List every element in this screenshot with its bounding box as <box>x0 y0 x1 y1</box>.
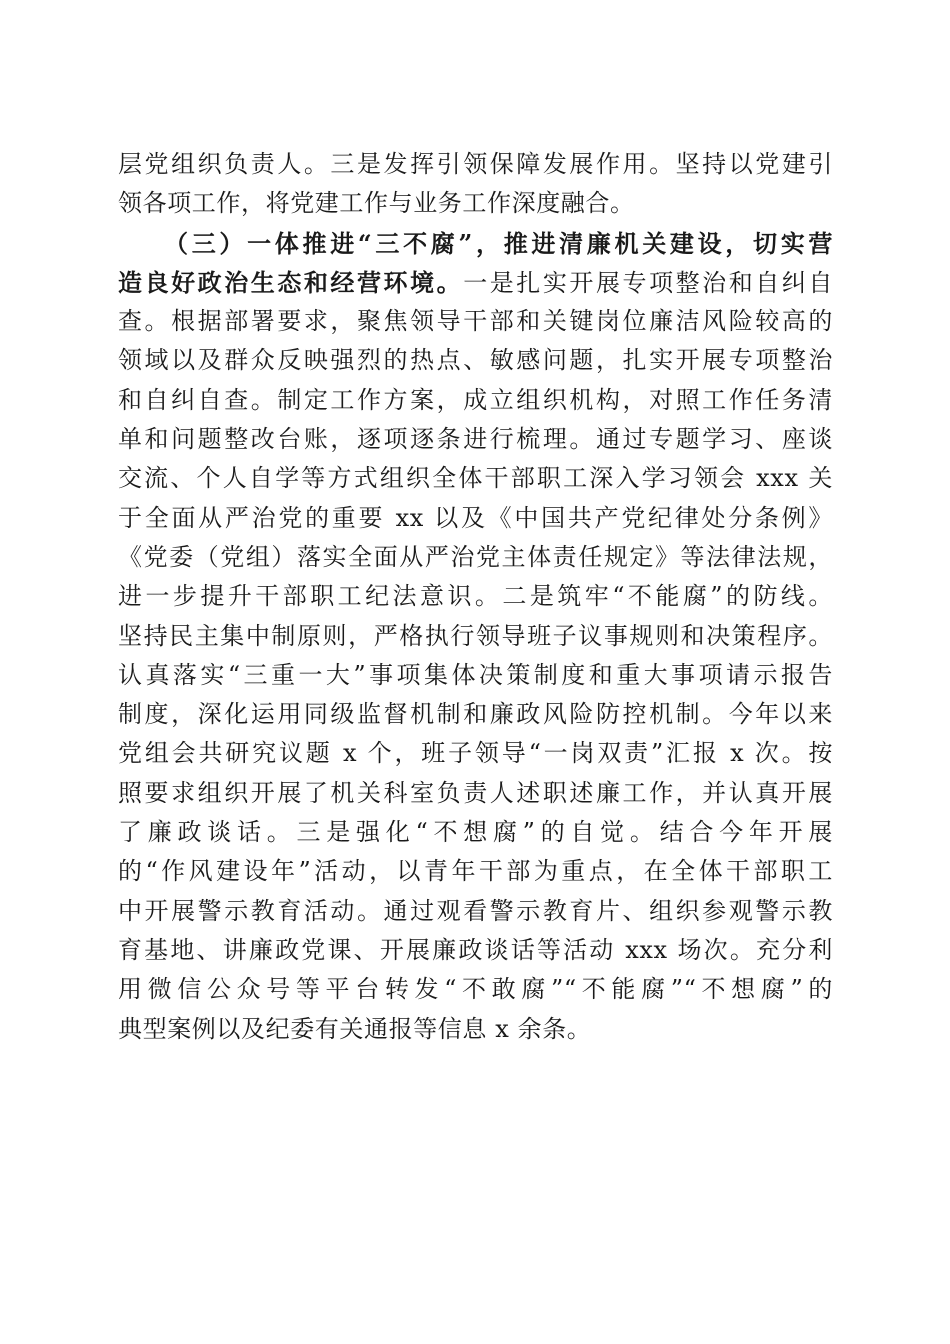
body-text <box>118 145 833 1049</box>
text-line: 《党委（党组）落实全面从严治党主体责任规定》等法律法规， <box>118 542 833 571</box>
text-line: 制度，深化运用同级监督机制和廉政风险防控机制。今年以来 <box>118 700 833 729</box>
text-line: 领域以及群众反映强烈的热点、敏感问题，扎实开展专项整治 <box>118 346 833 375</box>
text-line: 坚持民主集中制原则，严格执行领导班子议事规则和决策程序。 <box>118 621 833 650</box>
text-line: 于全面从严治党的重要 xx 以及《中国共产党纪律处分条例》 <box>118 503 833 532</box>
text-line: 领各项工作，将党建工作与业务工作深度融合。 <box>118 189 635 218</box>
text-line: 育基地、讲廉政党课、开展廉政谈话等活动 xxx 场次。充分利 <box>118 935 833 964</box>
text-line: 党组会共研究议题 x 个，班子领导“一岗双责”汇报 x 次。按 <box>118 739 833 768</box>
section-heading-line: （三）一体推进“三不腐”，推进清廉机关建设，切实营 <box>164 228 833 258</box>
text-line: 单和问题整改台账，逐项逐条进行梳理。通过专题学习、座谈 <box>118 425 833 454</box>
text-line: 进一步提升干部职工纪法意识。二是筑牢“不能腐”的防线。 <box>118 582 833 611</box>
text-line: 中开展警示教育活动。通过观看警示教育片、组织参观警示教 <box>118 896 833 925</box>
section-heading-continuation: 造良好政治生态和经营环境。 <box>118 267 464 297</box>
text-line: 照要求组织开展了机关科室负责人述职述廉工作，并认真开展 <box>118 778 833 807</box>
text-line: 和自纠自查。制定工作方案，成立组织机构，对照工作任务清 <box>118 385 833 414</box>
text-line: 用微信公众号等平台转发“不敢腐”“不能腐”“不想腐”的 <box>118 975 833 1004</box>
text-line <box>118 263 833 302</box>
text-line: 层党组织负责人。三是发挥引领保障发展作用。坚持以党建引 <box>118 150 833 178</box>
text-segment: 一是扎实开展专项整治和自纠自 <box>463 268 833 297</box>
text-line: 了廉政谈话。三是强化“不想腐”的自觉。结合今年开展 <box>118 818 833 847</box>
text-line: 认真落实“三重一大”事项集体决策制度和重大事项请示报告 <box>118 660 833 689</box>
text-line: 查。根据部署要求，聚焦领导干部和关键岗位廉洁风险较高的 <box>118 307 833 336</box>
text-line: 的“作风建设年”活动，以青年干部为重点，在全体干部职工 <box>118 857 833 886</box>
text-line: 交流、个人自学等方式组织全体干部职工深入学习领会 xxx 关 <box>118 464 833 493</box>
text-line: 典型案例以及纪委有关通报等信息 x 余条。 <box>118 1014 592 1043</box>
